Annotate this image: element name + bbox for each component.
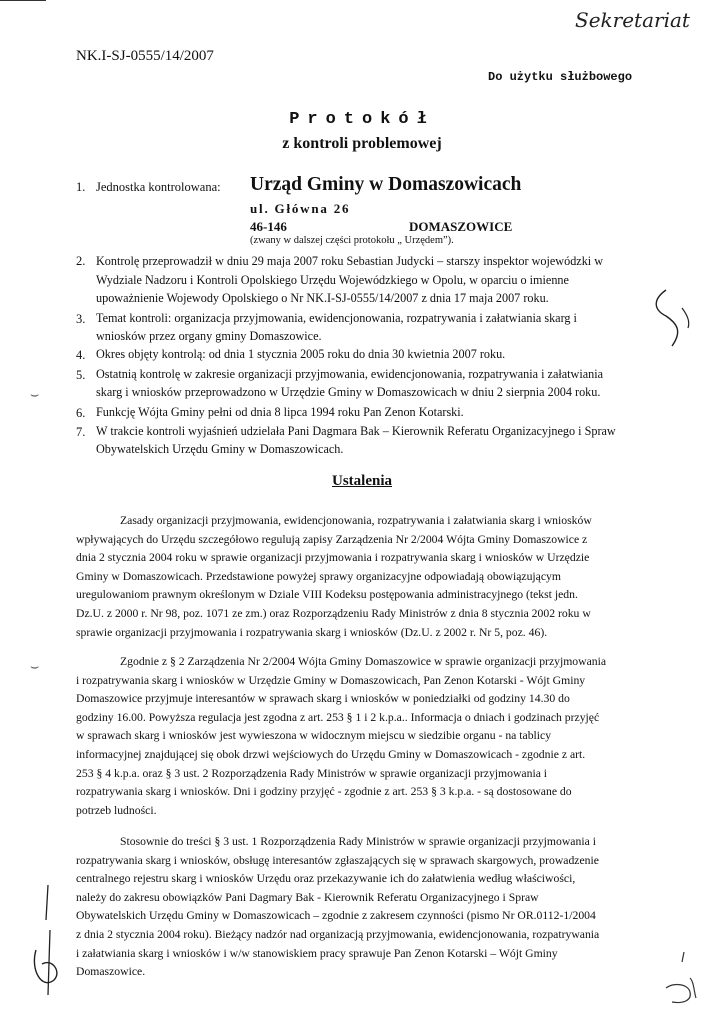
paragraph-line: rozpatrywania skarg i wniosków, obsługę interesantów zgłaszających się w sprawach skargowych, prowadzenie: [76, 853, 599, 867]
document-title: Protokół: [289, 110, 435, 129]
paragraph-line: 253 § 4 k.p.a. oraz § 3 ust. 2 Rozporządzenia Rady Ministrów w sprawie organizacji przyjmowania i: [76, 766, 548, 780]
unit-label: Jednostka kontrolowana:: [96, 180, 221, 194]
item-number: 3.: [76, 312, 86, 326]
item-line: Temat kontroli: organizacja przyjmowania, ewidencjonowania, rozpatrywania i załatwiania skarg i: [96, 311, 577, 325]
paragraph-line: Gminy w Domaszowicach. Przedstawione powyżej sprawy organizacyjne odpowiadają obowiązującym: [76, 569, 561, 583]
paragraph-line: Dz.U. z 2000 r. Nr 98, poz. 1071 ze zm.) oraz Rozporządzeniu Rady Ministrów z dnia 8 stycznia 2002 roku w: [76, 606, 591, 620]
handwritten-note: Sekretariat: [575, 8, 690, 32]
item-line: skarg i wniosków przeprowadzono w Urzędzie Gminy w Domaszowicach w dniu 2 sierpnia 2004 roku.: [96, 385, 601, 399]
item-number: 4.: [76, 348, 86, 362]
unit-alias-note: (zwany w dalszej części protokołu „ Urzędem”).: [250, 235, 454, 246]
paragraph-first-line: [76, 512, 684, 531]
item-line: upoważnienie Wojewody Opolskiego o Nr NK.I-SJ-0555/14/2007 z dnia 17 maja 2007 roku.: [96, 291, 549, 305]
margin-tick: ⌣: [30, 660, 40, 675]
item-line: Obywatelskich Urzędu Gminy w Domaszowicach.: [96, 442, 344, 456]
unit-name: Urząd Gminy w Domaszowicach: [250, 174, 522, 195]
top-rule: [0, 0, 46, 1]
paragraph-line: potrzeb ludności.: [76, 803, 157, 817]
paragraph-line: i rozpatrywania skarg i wniosków w Urzędzie Gminy w Domaszowicach, Pan Zenon Kotarski - Wójt Gminy: [76, 673, 586, 687]
unit-postcode: 46-146: [250, 219, 287, 234]
paragraph-line: dnia 2 stycznia 2004 roku w sprawie organizacji przyjmowania i rozpatrywania skarg i wniosków w Urzędzie: [76, 551, 590, 565]
unit-city: DOMASZOWICE: [409, 219, 513, 234]
paragraph-line: Domaszowice przyjmuje interesantów w sprawach skarg i wniosków w poniedziałki od godziny 14.30 do: [76, 692, 570, 706]
section-title: Ustalenia: [332, 473, 392, 489]
paragraph: [76, 512, 684, 642]
paragraph-line: należy do zakresu obowiązków Pani Dagmary Bak - Kierownik Referatu Organizacyjnego i Spraw: [76, 890, 539, 904]
paragraph-first-line: [76, 833, 684, 852]
handwritten-bracket-mark: [648, 288, 694, 358]
item-line: Ostatnią kontrolę w zakresie organizacji przyjmowania, ewidencjonowania, rozpatrywania i załatwiania: [96, 367, 604, 381]
paragraph-text: Zasady organizacji przyjmowania, ewidencjonowania, rozpatrywania i załatwiania skarg i wniosków: [120, 514, 592, 527]
paragraph-line: w sprawach skarg i wniosków jest wywieszona w widocznym miejscu w siedzibie organu - na tablicy: [76, 729, 552, 743]
paragraph-line: uregulowaniom prawnym określonym w Dziale VIII Kodeksu postępowania administracyjnego (tekst jedn.: [76, 588, 578, 602]
reference-number: NK.I-SJ-0555/14/2007: [76, 48, 214, 64]
paragraph-line: wpływających do Urzędu szczegółowo regulują zapisy Zarządzenia Nr 2/2004 Wójta Gminy Domaszowice z: [76, 532, 588, 546]
item-number: 7.: [76, 425, 86, 439]
paragraph-line: sprawie organizacji przyjmowania i rozpatrywania skarg i wniosków (Dz.U. z 2002 r. Nr 5, poz. 46).: [76, 625, 548, 639]
unit-street: ul. Główna 26: [250, 201, 351, 216]
paragraph-line: Domaszowice.: [76, 965, 146, 979]
item-number: 6.: [76, 406, 86, 420]
document-subtitle: z kontroli problemowej: [282, 135, 442, 152]
paragraph-text: Stosownie do treści § 3 ust. 1 Rozporządzenia Rady Ministrów w sprawie organizacji przyjmowania i: [120, 835, 596, 848]
paragraph-line: z dnia 2 stycznia 2004 roku). Bieżący nadzór nad organizacją przyjmowania, ewidencjonowania, rozpatrywania: [76, 927, 600, 941]
paragraph: [76, 653, 684, 820]
paragraph-line: godziny 16.00. Powyższa regulacja jest zgodna z art. 253 § 1 i 2 k.p.a.. Informacja o dniach i godzinach przyjęć: [76, 710, 600, 724]
item-line: wniosków przez organy gminy Domaszowice.: [96, 329, 322, 343]
paragraph-line: Obywatelskich Urzędu Gminy w Domaszowicach – zgodnie z zakresem czynności (pismo Nr OR.0112-1/2004: [76, 909, 596, 923]
item-number: 5.: [76, 368, 86, 382]
paragraph-line: centralnego rejestru skarg i wniosków Urzędu oraz przekazywanie ich do załatwienia według właściwości,: [76, 872, 576, 886]
item-number: 2.: [76, 254, 86, 268]
item-line: W trakcie kontroli wyjaśnień udzielała Pani Dagmara Bak – Kierownik Referatu Organizacyjnego i Spraw: [96, 424, 616, 438]
item-line: Kontrolę przeprowadził w dniu 29 maja 2007 roku Sebastian Judycki – starszy inspektor wojewódzki w: [96, 254, 604, 268]
paragraph-line: informacyjnej znajdującej się obok drzwi wejściowych do Urzędu Gminy w Domaszowicach - zgodnie z art.: [76, 747, 586, 761]
item-line: Okres objęty kontrolą: od dnia 1 stycznia 2005 roku do dnia 30 kwietnia 2007 roku.: [96, 347, 506, 361]
item-line: Funkcję Wójta Gminy pełni od dnia 8 lipca 1994 roku Pan Zenon Kotarski.: [96, 405, 464, 419]
paragraph-line: rozpatrywania skarg i wniosków. Dni i godziny przyjęć - zgodnie z art. 253 § 3 k.p.a. - są dostosowane do: [76, 785, 572, 799]
paragraph-first-line: [76, 653, 684, 672]
paragraph: [76, 833, 684, 982]
margin-tick: ⌣: [30, 388, 40, 403]
classification-label: Do użytku służbowego: [488, 70, 633, 84]
item-line: Wydziale Nadzoru i Kontroli Opolskiego Urzędu Wojewódzkiego w Opolu, w oparciu o imienne: [96, 273, 569, 287]
handwritten-initials-mark: [28, 880, 68, 1000]
handwritten-signature-mark: [660, 948, 706, 1008]
paragraph-line: i załatwiania skarg i wniosków i w/w stanowiskiem pracy sprawuje Pan Zenon Kotarski – Wójt Gminy: [76, 946, 558, 960]
item-number: 1.: [76, 180, 86, 194]
paragraph-text: Zgodnie z § 2 Zarządzenia Nr 2/2004 Wójta Gminy Domaszowice w sprawie organizacji przyjmowania: [120, 655, 607, 668]
